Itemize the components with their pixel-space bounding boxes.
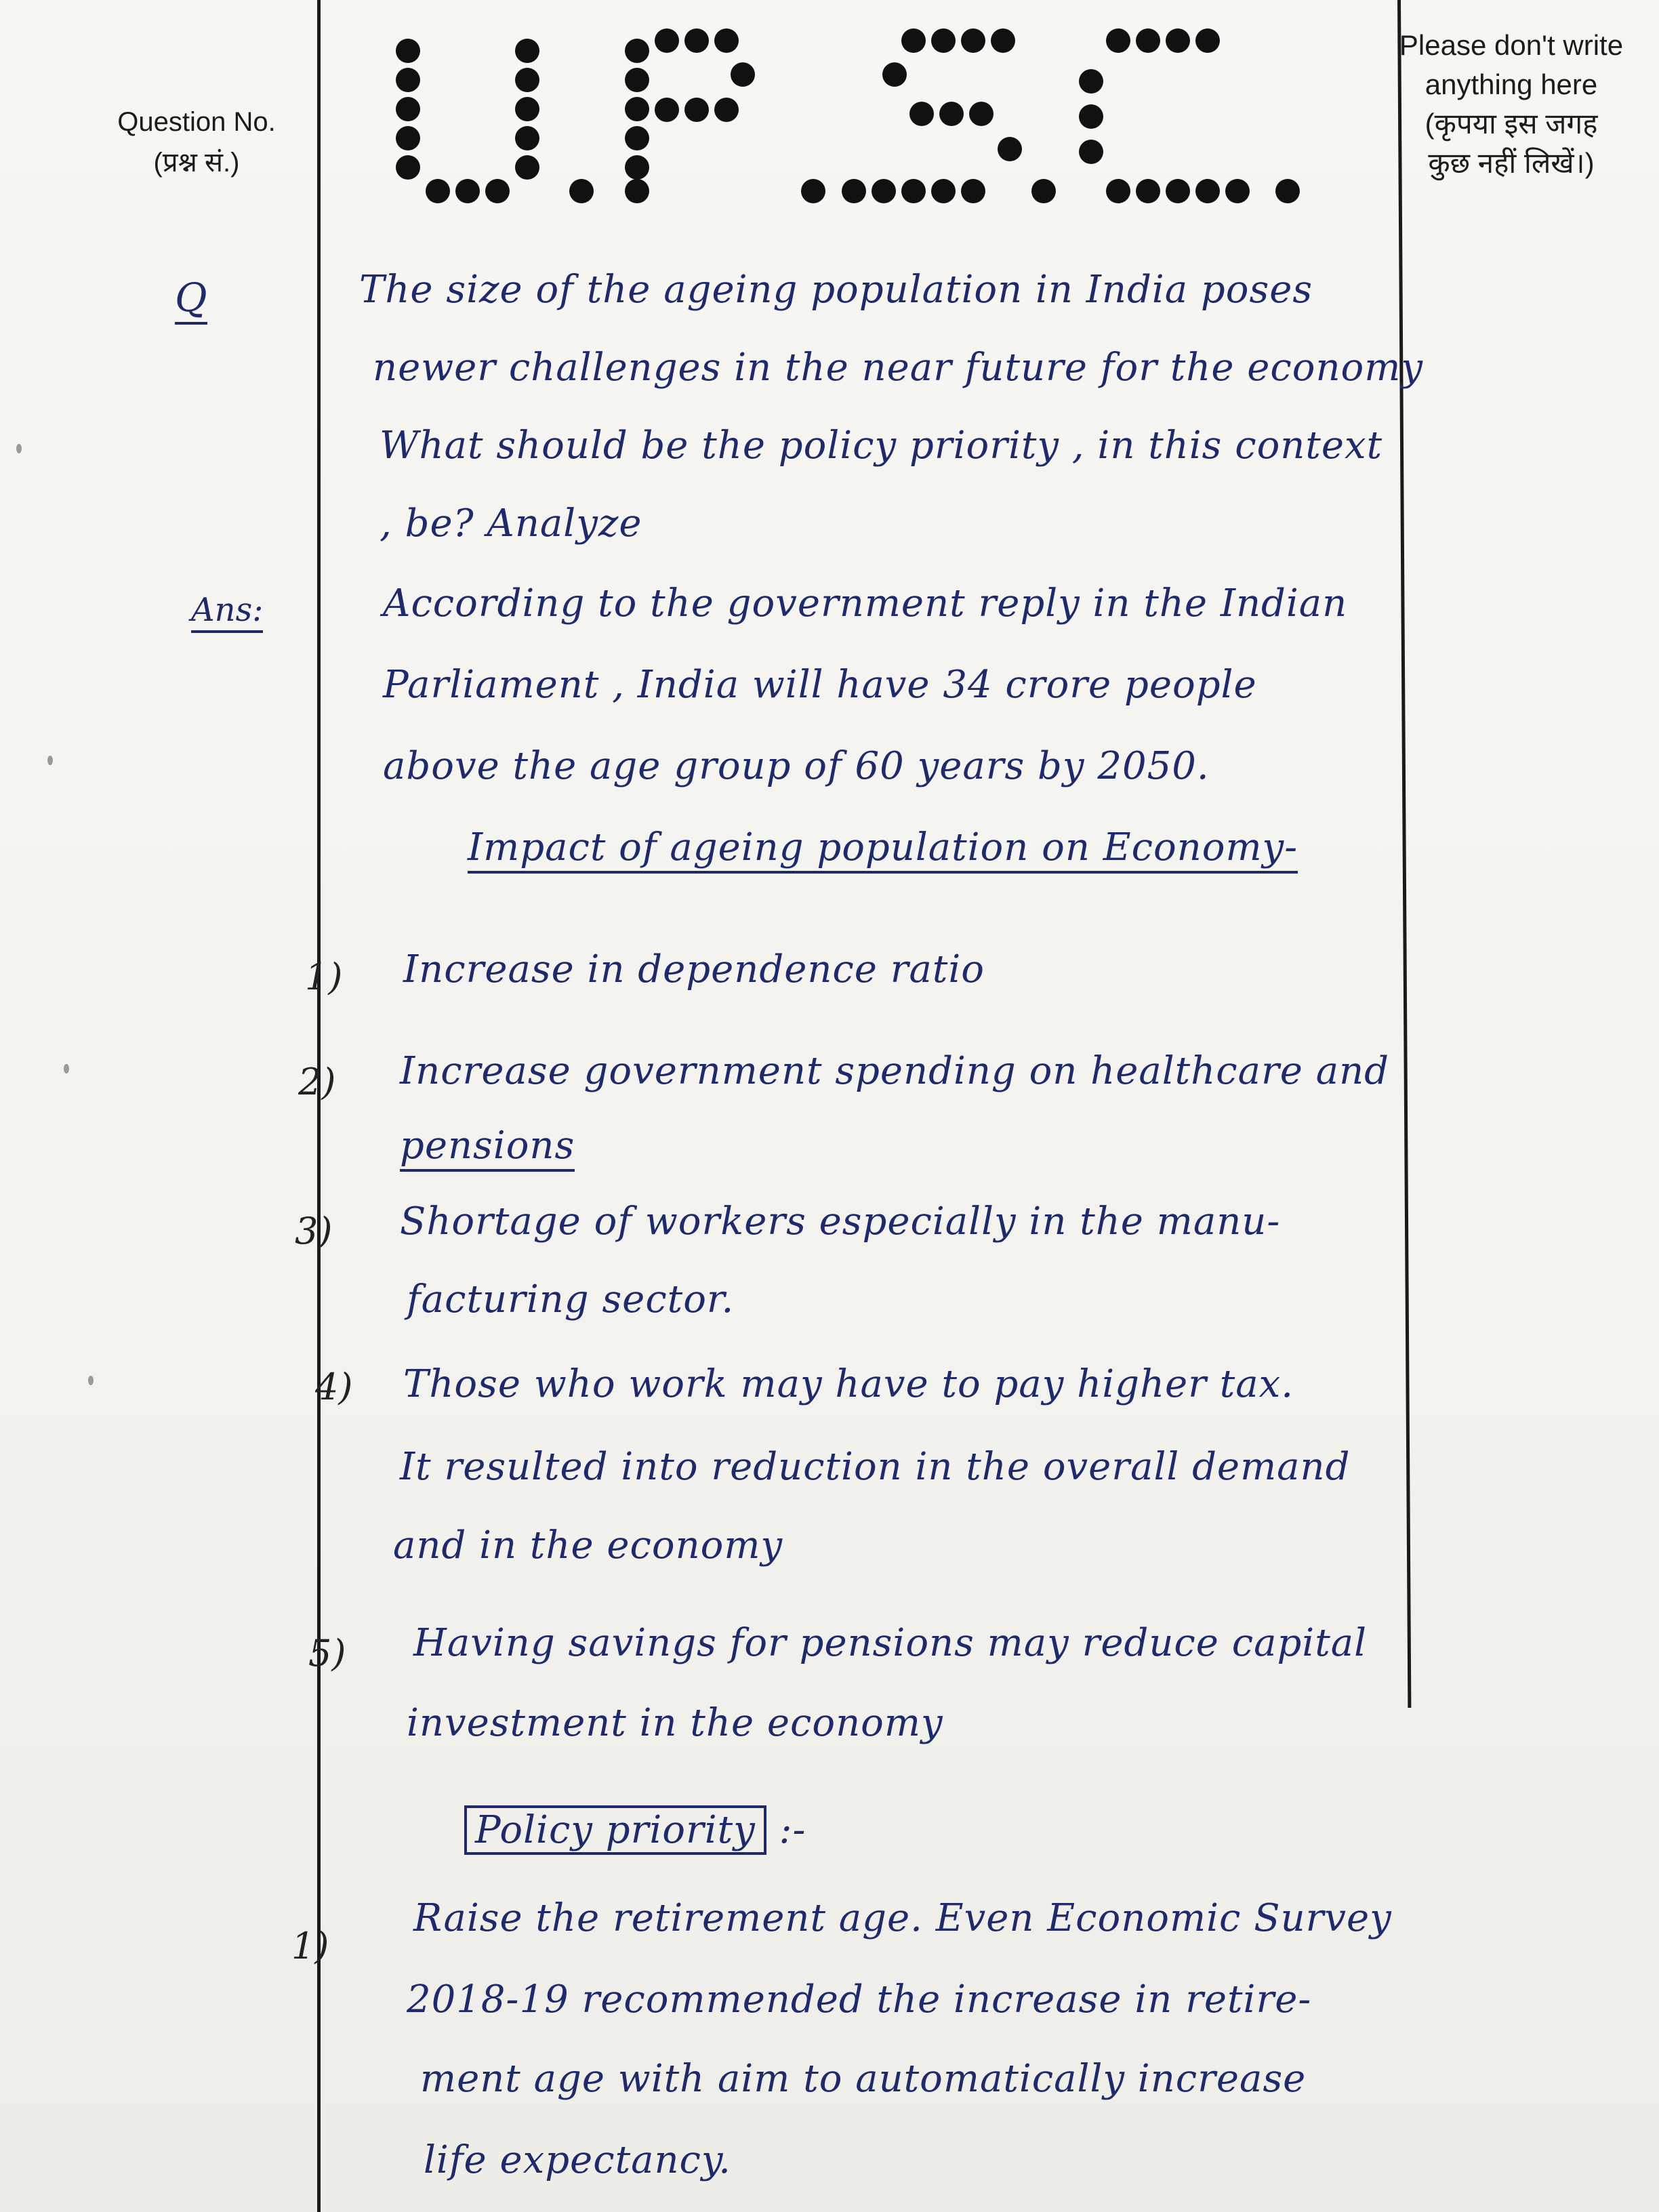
question-line-1: The size of the ageing population in India poses <box>359 268 1313 312</box>
answer-line-3: above the age group of 60 years by 2050. <box>383 744 1210 788</box>
impact-5-line-2: investment in the economy <box>407 1701 943 1745</box>
edge-mark <box>88 1376 94 1385</box>
question-line-3: What should be the policy priority , in this context <box>380 424 1383 468</box>
impact-number-4: 4) <box>315 1366 353 1408</box>
impact-number-2: 2) <box>298 1061 336 1103</box>
policy-1-line-4: life expectancy. <box>424 2138 731 2182</box>
dont-write-notice <box>1362 26 1659 183</box>
policy-number-1: 1) <box>291 1925 329 1967</box>
policy-heading: Policy priority <box>464 1805 766 1855</box>
question-marker: Q <box>175 274 207 325</box>
upsc-dotted-logo <box>380 14 1342 217</box>
answer-line-2: Parliament , India will have 34 crore people <box>383 663 1257 707</box>
policy-1-line-3: ment age with aim to automatically increase <box>420 2057 1307 2101</box>
question-no-hindi: (प्रश्न सं.) <box>153 148 240 178</box>
policy-heading-suffix: :- <box>779 1808 806 1852</box>
impact-1-line-1: Increase in dependence ratio <box>403 947 985 991</box>
impact-2-line-1: Increase government spending on healthcare and <box>400 1049 1389 1093</box>
dont-write-hindi2: कुछ नहीं लिखें।) <box>1428 147 1595 179</box>
answer-line-1: According to the government reply in the Indian <box>383 581 1348 626</box>
impact-3-line-1: Shortage of workers especially in the manu- <box>400 1200 1281 1244</box>
impact-2-line-2: pensions <box>400 1124 575 1172</box>
question-line-2: newer challenges in the near future for the economy <box>373 346 1424 390</box>
dont-write-line1: Please don't write <box>1399 29 1624 61</box>
impact-number-3: 3) <box>295 1210 333 1252</box>
impact-4-line-2: It resulted into reduction in the overall demand <box>400 1445 1351 1489</box>
impact-4-line-1: Those who work may have to pay higher tax. <box>403 1362 1294 1406</box>
impact-number-1: 1) <box>305 956 343 998</box>
impact-5-line-1: Having savings for pensions may reduce capital <box>413 1621 1368 1665</box>
policy-1-line-2: 2018-19 recommended the increase in retire- <box>407 1978 1312 2022</box>
question-no-english: Question No. <box>117 107 276 137</box>
edge-mark <box>16 444 22 453</box>
edge-mark <box>47 756 53 765</box>
right-margin-line <box>1397 0 1411 1708</box>
edge-mark <box>64 1064 69 1073</box>
policy-1-line-1: Raise the retirement age. Even Economic Survey <box>413 1896 1392 1940</box>
answer-marker: Ans: <box>191 591 263 633</box>
question-no-label <box>102 102 291 183</box>
left-margin-line <box>317 0 321 2212</box>
impact-heading: Impact of ageing population on Economy- <box>468 825 1298 874</box>
impact-4-line-3: and in the economy <box>393 1523 783 1568</box>
impact-3-line-2: facturing sector. <box>407 1277 735 1322</box>
question-line-4: , be? Analyze <box>380 501 642 546</box>
dont-write-hindi1: (कृपया इस जगह <box>1425 108 1598 140</box>
policy-heading-row <box>464 1808 806 1852</box>
impact-number-5: 5) <box>308 1632 346 1675</box>
dont-write-line2: anything here <box>1425 68 1598 100</box>
